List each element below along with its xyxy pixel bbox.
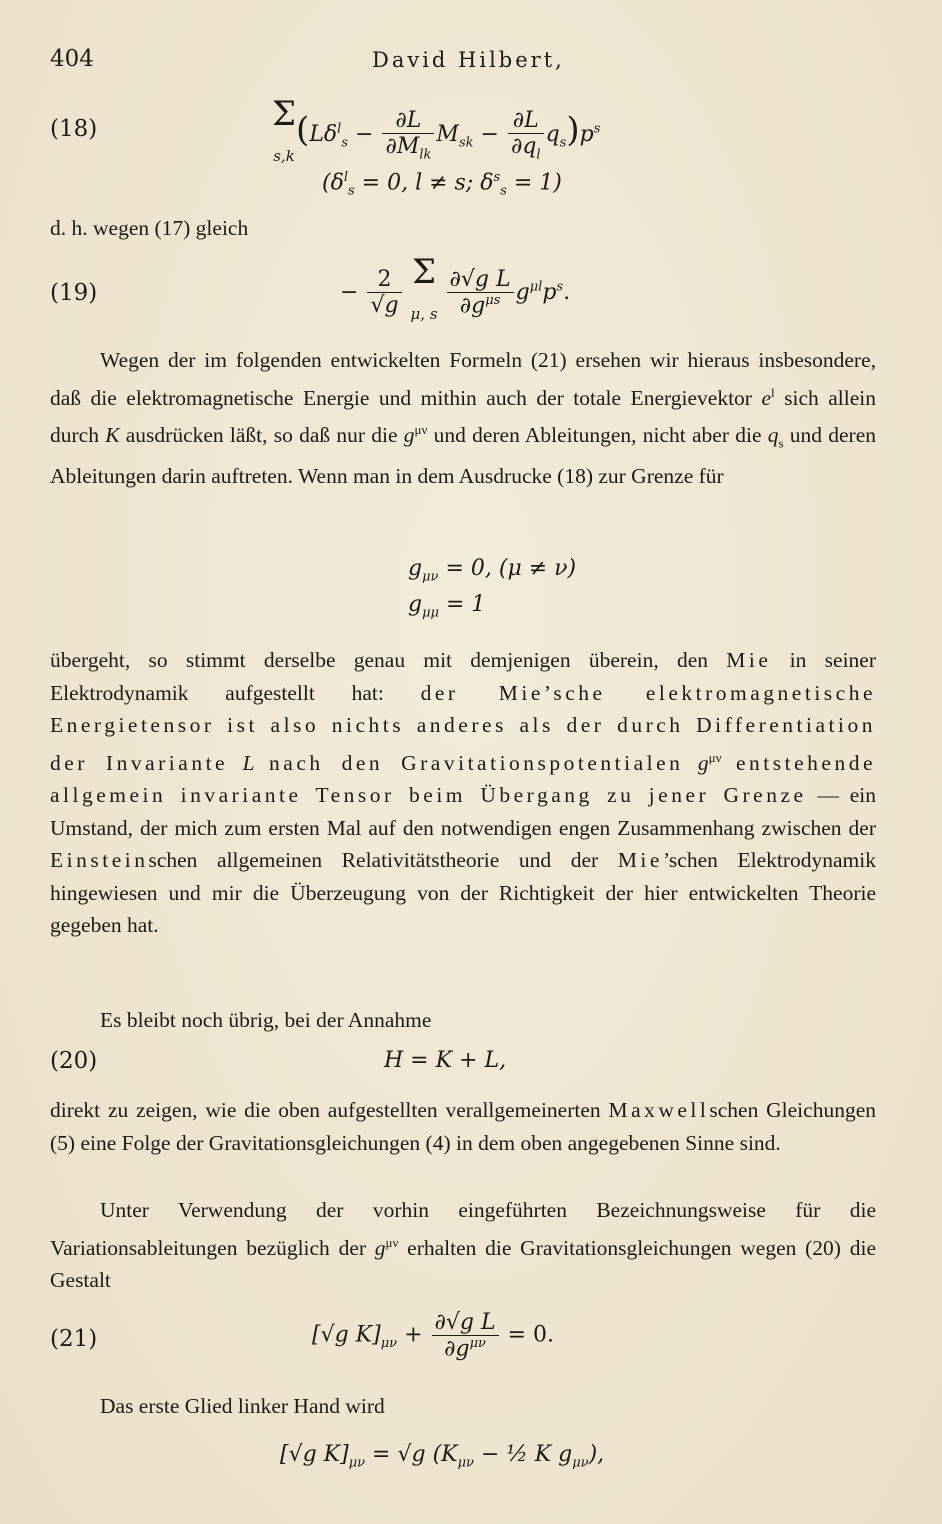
eq19-coef-den: √g bbox=[367, 292, 401, 318]
page-header bbox=[50, 46, 890, 76]
eq21-lhs: [√g K] bbox=[312, 1322, 381, 1348]
eq19-frac-den: ∂g bbox=[459, 293, 486, 319]
page-number: 404 bbox=[50, 46, 94, 72]
paragraph-4 bbox=[50, 1094, 876, 1159]
eq18-label: (18) bbox=[50, 116, 98, 142]
paragraph-1-text: Wegen der im folgenden entwickelten Formeln (21) ersehen wir hieraus insbesondere, daß die elektromagnetische Energie und mithin auch der totale Energievektor $e^l$ sich allein durch K ausdrücken läßt, so daß nur die $g^{\mu\nu}$ und deren Ableitungen, nicht aber die $q_s$ und deren Ableitungen darin auftreten. Wenn man in dem Ausdrucke (18) zur Grenze für bbox=[50, 348, 877, 489]
eq18-frac2-den: ∂q bbox=[510, 133, 537, 159]
equation-20: H = K + L, bbox=[384, 1048, 507, 1073]
limit-line-1: $g_{\mu\nu} = 0$, (μ ≠ ν) bbox=[408, 556, 577, 585]
eq18-frac1-num: ∂L bbox=[395, 107, 422, 133]
eq19-minus: − bbox=[340, 279, 359, 305]
eq18-lparen: ( bbox=[296, 109, 310, 150]
paragraph-2-text: übergeht, so stimmt derselbe genau mit demjenigen überein, den Mie in seiner Elektrodynamik aufgestellt hat: der Mie’sche elektromagnetische Energietensor ist also nichts anderes als der durch Differentiation der Invariante L nach den Gravitationspotentialen $g^{\mu\nu}$ entstehende allgemein invariante Tensor beim Übergang zu jener Grenze — ein Umstand, der mich zum ersten Mal auf den notwendigen engen Zusammenhang zwischen der Einsteinschen allgemeinen Relativitätstheorie und der Mie’schen Elektrodynamik hingewiesen und mir die Überzeugung von der Richtigkeit der hier entwickelten Theorie gegeben hat. bbox=[50, 648, 877, 938]
eq18-term1: Lδ bbox=[309, 121, 338, 147]
eq19-p-sup: s bbox=[556, 279, 564, 295]
eq21-frac-num: ∂√g L bbox=[434, 1310, 496, 1335]
eq18-p-sup: s bbox=[593, 121, 601, 137]
paragraph-5 bbox=[50, 1194, 876, 1297]
eq21-frac-den-sup: μν bbox=[469, 1336, 486, 1351]
eq18-term1-sup: l bbox=[337, 121, 342, 137]
paragraph-2 bbox=[50, 644, 876, 942]
paragraph-1 bbox=[50, 344, 876, 493]
eq19-sum: Σ bbox=[412, 252, 437, 292]
eq18-minus2: − bbox=[480, 121, 499, 147]
eq18-frac1-den-sub: lk bbox=[419, 147, 432, 163]
eq19-end: . bbox=[563, 279, 571, 305]
eq18-minus1: − bbox=[355, 121, 374, 147]
eq19-sum-sub: μ, s bbox=[410, 304, 438, 323]
eq21-frac-den: ∂g bbox=[444, 1336, 470, 1362]
text-dh: d. h. wegen (17) gleich bbox=[50, 216, 249, 240]
equation-last: [√g $K]_{\mu\nu} = √g$ ($K_{\mu\nu}$ − ½ K $g_{\mu\nu}$), bbox=[280, 1442, 605, 1471]
eq19-g-sup: μl bbox=[529, 279, 543, 295]
eq18-sum: Σ bbox=[272, 94, 297, 134]
eq21-label: (21) bbox=[50, 1326, 98, 1352]
eq18-rparen: ) bbox=[566, 109, 580, 150]
eq18-condition: ($\delta^l_s = 0$, l ≠ s; $\delta^s_s = 1$) bbox=[322, 170, 562, 199]
running-head-author: David Hilbert, bbox=[372, 48, 565, 72]
paragraph-6-text: Das erste Glied linker Hand wird bbox=[100, 1394, 385, 1418]
eq19-label: (19) bbox=[50, 280, 98, 306]
eq20-label: (20) bbox=[50, 1048, 98, 1074]
eq18-p: p bbox=[579, 121, 594, 147]
paragraph-6 bbox=[50, 1390, 876, 1423]
eq21-rhs: = 0. bbox=[507, 1322, 555, 1348]
equation-18 bbox=[272, 94, 601, 170]
eq18-q: q bbox=[545, 121, 560, 147]
eq18-frac2-den-sub: l bbox=[536, 147, 541, 163]
eq18-m-sub: sk bbox=[458, 135, 474, 151]
eq18-m: M bbox=[436, 121, 459, 147]
paragraph-3-text: Es bleibt noch übrig, bei der Annahme bbox=[100, 1008, 432, 1032]
eq18-term1-sub: s bbox=[341, 135, 349, 151]
eq21-lhs-sub: μν bbox=[380, 1336, 398, 1352]
eq18-q-sub: s bbox=[559, 135, 567, 151]
eq19-g: g bbox=[515, 279, 530, 305]
equation-19 bbox=[340, 252, 571, 328]
equation-21 bbox=[312, 1310, 554, 1361]
eq18-frac2-num: ∂L bbox=[512, 107, 539, 133]
paragraph-5-text: Unter Verwendung der vorhin eingeführten Bezeichnungsweise für die Variationsableitungen bezüglich der $g^{\mu\nu}$ erhalten die Gravitationsgleichungen wegen (20) die Gestalt bbox=[50, 1198, 876, 1293]
eq19-frac-num: ∂√g L bbox=[449, 267, 511, 293]
eq19-coef-num: 2 bbox=[377, 267, 392, 293]
paragraph-3 bbox=[50, 1004, 876, 1037]
eq19-frac-den-sup: μs bbox=[485, 293, 501, 309]
eq21-plus: + bbox=[404, 1322, 423, 1348]
limit-line-2: $g_{\mu\mu} = 1$ bbox=[408, 592, 486, 621]
eq18-sum-sub: s,k bbox=[273, 146, 295, 165]
paragraph-4-text: direkt zu zeigen, wie die oben aufgestellten verallgemeinerten Maxwellschen Gleichungen (5) eine Folge der Gravitationsgleichungen (4) in dem oben angegebenen Sinne sind. bbox=[50, 1098, 876, 1155]
eq19-p: p bbox=[542, 279, 557, 305]
eq18-frac1-den: ∂M bbox=[385, 133, 420, 159]
